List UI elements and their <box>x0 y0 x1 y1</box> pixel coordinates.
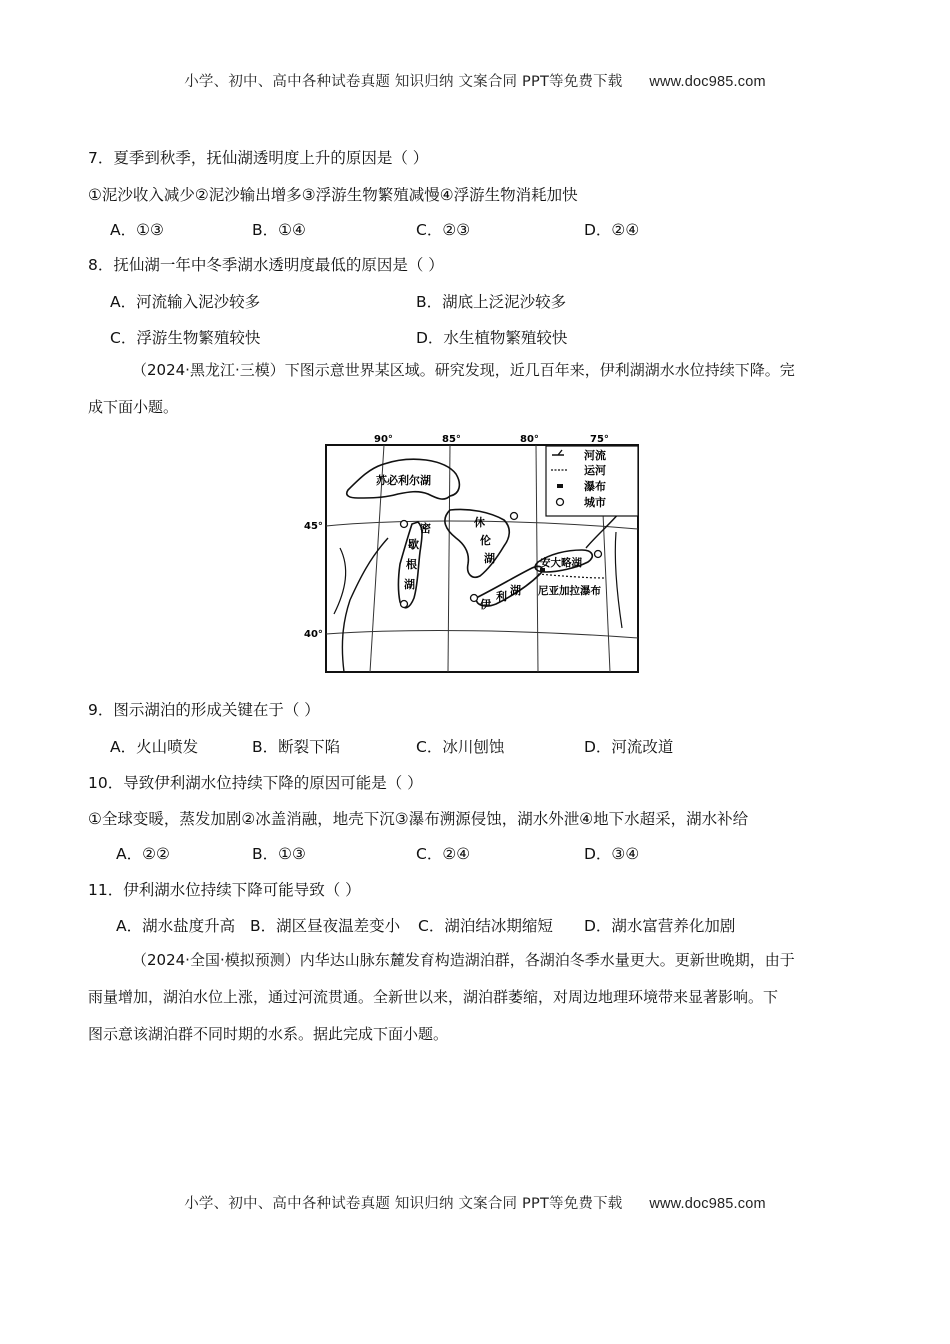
q11-options <box>0 914 950 938</box>
passage-erie-line1: （2024·黑龙江·三模）下图示意世界某区域。研究发现，近几百年来，伊利湖湖水水位持续下降。完 <box>132 361 795 379</box>
q11-stem: 11．伊利湖水位持续下降可能导致（ ） <box>88 881 361 899</box>
city-marker <box>511 513 518 520</box>
q9-options <box>0 735 950 759</box>
q7-option-c[interactable]: C．②③ <box>416 221 471 239</box>
q9-option-b[interactable]: B．断裂下陷 <box>252 738 341 756</box>
legend-city-label: 城市 <box>584 496 606 509</box>
hudson-river <box>615 532 622 628</box>
q9-option-a[interactable]: A．火山喷发 <box>110 738 199 756</box>
q8-option-b[interactable]: B．湖底上泛泥沙较多 <box>416 293 567 311</box>
header-site-link[interactable]: www.doc985.com <box>649 74 766 90</box>
label-lake-ontario: 安大略湖 <box>540 557 582 569</box>
city-marker <box>471 595 478 602</box>
label-michigan-4: 湖 <box>404 578 415 591</box>
header-text: 小学、初中、高中各种试卷真题 知识归纳 文案合同 PPT等免费下载 <box>184 74 623 90</box>
q7-items: ①泥沙收入减少②泥沙输出增多③浮游生物繁殖减慢④浮游生物消耗加快 <box>88 186 578 204</box>
lon-75-label: 75° <box>590 434 609 445</box>
meridian-80-line <box>536 445 538 672</box>
page-footer <box>0 1192 950 1213</box>
q7-option-a[interactable]: A．①③ <box>110 221 164 239</box>
city-marker <box>595 551 602 558</box>
label-erie-3: 湖 <box>510 584 521 597</box>
q9-option-d[interactable]: D．河流改道 <box>584 738 674 756</box>
q11-option-b[interactable]: B．湖区昼夜温差变小 <box>250 917 401 935</box>
q10-option-d[interactable]: D．③④ <box>584 845 640 863</box>
q11-option-a[interactable]: A．湖水盐度升高 <box>116 917 236 935</box>
footer-site-link[interactable]: www.doc985.com <box>649 1196 766 1212</box>
lat-40-label: 40° <box>304 629 323 640</box>
legend-city-symbol <box>557 499 564 506</box>
q8-stem: 8．抚仙湖一年中冬季湖水透明度最低的原因是（ ） <box>88 256 444 274</box>
erie-canal <box>538 574 606 578</box>
q7-stem: 7．夏季到秋季，抚仙湖透明度上升的原因是（ ） <box>88 149 429 167</box>
q8-options-row2 <box>0 326 950 350</box>
page-header <box>0 70 950 91</box>
city-marker <box>401 601 408 608</box>
q11-option-d[interactable]: D．湖水富营养化加剧 <box>584 917 736 935</box>
passage-nevada-line2: 雨量增加，湖泊水位上涨，通过河流贯通。全新世以来，湖泊群萎缩，对周边地理环境带来显著影响。下 <box>88 988 779 1006</box>
q8-option-d[interactable]: D．水生植物繁殖较快 <box>416 329 568 347</box>
legend-canal-label: 运河 <box>584 464 606 477</box>
city-marker <box>401 521 408 528</box>
q11-option-c[interactable]: C．湖泊结冰期缩短 <box>418 917 553 935</box>
legend-falls-symbol <box>557 484 563 488</box>
q8-option-a[interactable]: A．河流输入泥沙较多 <box>110 293 261 311</box>
label-niagara-falls: 尼亚加拉瀑布 <box>538 585 601 597</box>
lon-90-label: 90° <box>374 434 393 445</box>
passage-nevada-line1: （2024·全国·模拟预测）内华达山脉东麓发育构造湖泊群，各湖泊冬季水量更大。更新世晚期，由于 <box>132 951 795 969</box>
lon-85-label: 85° <box>442 434 461 445</box>
label-huron-1: 休 <box>474 516 485 529</box>
lon-80-label: 80° <box>520 434 539 445</box>
label-michigan-2: 歇 <box>408 538 419 551</box>
q10-option-b[interactable]: B．①③ <box>252 845 306 863</box>
label-huron-3: 湖 <box>484 552 495 565</box>
mississippi-river <box>342 538 388 672</box>
q10-stem: 10．导致伊利湖水位持续下降的原因可能是（ ） <box>88 774 423 792</box>
label-huron-2: 伦 <box>480 534 491 547</box>
passage-erie <box>88 352 864 426</box>
legend-falls-label: 瀑布 <box>584 480 606 493</box>
q7-options <box>0 218 950 242</box>
q7-option-d[interactable]: D．②④ <box>584 221 640 239</box>
label-lake-superior: 苏必利尔湖 <box>376 474 431 487</box>
q9-option-c[interactable]: C．冰川刨蚀 <box>416 738 505 756</box>
q10-option-c[interactable]: C．②④ <box>416 845 471 863</box>
q7-option-b[interactable]: B．①④ <box>252 221 306 239</box>
q10-options <box>0 842 950 866</box>
q8-options-row1 <box>0 290 950 314</box>
q10-items: ①全球变暖，蒸发加剧②冰盖消融，地壳下沉③瀑布溯源侵蚀，湖水外泄④地下水超采，湖水补给 <box>88 810 749 828</box>
label-michigan-1: 密 <box>420 522 431 535</box>
label-erie-1: 伊 <box>480 598 491 611</box>
passage-nevada-line3: 图示意该湖泊群不同时期的水系。据此完成下面小题。 <box>88 1025 449 1043</box>
legend-river-label: 河流 <box>584 449 606 462</box>
footer-text: 小学、初中、高中各种试卷真题 知识归纳 文案合同 PPT等免费下载 <box>184 1196 623 1212</box>
label-michigan-3: 根 <box>406 558 417 571</box>
q8-option-c[interactable]: C．浮游生物繁殖较快 <box>110 329 261 347</box>
passage-nevada <box>88 942 864 1053</box>
lat-45-label: 45° <box>304 521 323 532</box>
western-river <box>334 548 346 614</box>
meridian-85-line <box>448 445 450 672</box>
q10-option-a[interactable]: A．②② <box>116 845 170 863</box>
q9-stem: 9．图示湖泊的形成关键在于（ ） <box>88 701 320 719</box>
passage-erie-line2: 成下面小题。 <box>88 398 179 416</box>
great-lakes-map <box>300 428 650 678</box>
label-erie-2: 利 <box>496 590 507 603</box>
